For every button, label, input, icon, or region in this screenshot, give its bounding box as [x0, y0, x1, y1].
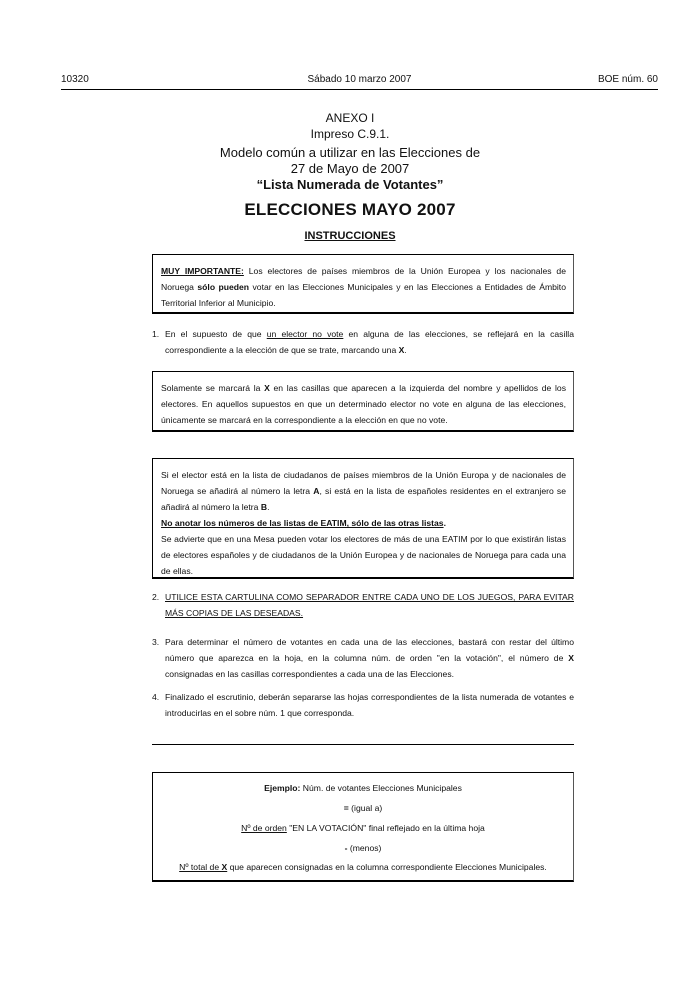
item1-mark: X: [398, 345, 405, 355]
order-text: "EN LA VOTACIÓN" final reflejado en la última hoja: [286, 823, 485, 833]
instruction-item-4: [152, 689, 574, 721]
important-text-2: votar en las Elecciones Municipales y en las Elecciones a Entidades de Ámbito Territorial Inferior al Municipio.: [161, 282, 566, 308]
instruction-item-1: [152, 326, 574, 358]
eatim-note: No anotar los números de las listas de EATIM, sólo de las otras listas: [161, 518, 444, 528]
total-mark: X: [221, 862, 228, 872]
equals-sign: =: [343, 803, 349, 813]
item3-mark: X: [568, 653, 574, 663]
letters-text-2: , si está en la lista de españoles residentes en el extranjero se añadirá al número la letra: [161, 486, 566, 512]
model-line-1: Modelo común a utilizar en las Elecciones de: [219, 145, 481, 160]
item-number: 1.: [152, 329, 160, 339]
important-label: MUY IMPORTANTE:: [161, 266, 244, 276]
item1-text-3: .: [404, 345, 407, 355]
page-number: 10320: [61, 74, 89, 85]
mark-text-1: Solamente se marcará la: [161, 383, 265, 393]
example-line-1: Núm. de votantes Elecciones Municipales: [300, 783, 462, 793]
minus-sign: -: [344, 843, 348, 853]
letter-a: A: [313, 486, 320, 496]
item-number: 4.: [152, 692, 160, 702]
item1-underlined: un elector no vote: [266, 329, 344, 339]
important-bold: sólo pueden: [197, 282, 250, 292]
page-header: [61, 74, 658, 90]
order-label: Nº de orden: [241, 823, 287, 833]
bulletin-number: BOE núm. 60: [597, 74, 658, 85]
list-name: “Lista Numerada de Votantes”: [256, 177, 444, 192]
letters-text-3: .: [267, 502, 270, 512]
equals-text: (igual a): [348, 803, 383, 813]
instruction-item-2: [152, 589, 574, 621]
item1-text-1: En el supuesto de que: [165, 329, 267, 339]
instructions-heading: INSTRUCCIONES: [304, 230, 396, 242]
header-rule: [61, 89, 658, 90]
mark-x: X: [264, 383, 270, 393]
letters-text-4: Se advierte que en una Mesa pueden votar los electores de más de una EATIM por lo que existirán listas de electores españoles y de ciudadanos de la Unión Europea y de nacionales de Noruega para cada una de ellas.: [161, 534, 566, 576]
item3-text-2: consignadas en las casillas correspondientes a cada una de las Elecciones.: [165, 669, 455, 679]
letters-rule-box: [152, 458, 574, 579]
total-label: Nº total de: [179, 862, 222, 872]
item-number: 2.: [152, 592, 160, 602]
mark-text-2: en las casillas que aparecen a la izquierda del nombre y apellidos de los electores. En aquellos supuestos en que un determinado elector no vote en alguna de las elecciones, únicamente se marcará en la correspondiente a la elección en que no vote.: [161, 383, 566, 425]
item1-text-2: en alguna de las elecciones, se reflejará en la casilla correspondiente a la elección de que se trate, marcando una: [165, 329, 574, 355]
letters-text-1: Si el elector está en la lista de ciudadanos de países miembros de la Unión Europa y de nacionales de Noruega se añadirá al número la letra: [161, 470, 566, 496]
form-code: Impreso C.9.1.: [310, 127, 390, 141]
elections-heading: ELECCIONES MAYO 2007: [244, 200, 456, 219]
mark-rule-box: [152, 371, 574, 432]
item-number: 3.: [152, 637, 160, 647]
letter-b: B: [260, 502, 268, 512]
separator-instruction: UTILICE ESTA CARTULINA COMO SEPARADOR ENTRE CADA UNO DE LOS JUEGOS, PARA EVITAR MÁS COPIAS DE LAS DESEADAS.: [165, 592, 574, 618]
model-line-2: 27 de Mayo de 2007: [290, 161, 410, 176]
example-box: [152, 772, 574, 882]
total-text: que aparecen consignadas en la columna correspondiente Elecciones Municipales.: [227, 862, 547, 872]
important-notice-box: [152, 254, 574, 314]
header-date: Sábado 10 marzo 2007: [307, 74, 412, 85]
separator-rule: [152, 744, 574, 745]
example-label: Ejemplo:: [264, 783, 301, 793]
annex-title: ANEXO I: [325, 111, 375, 125]
item3-text-1: Para determinar el número de votantes en cada una de las elecciones, bastará con restar del último número que aparezca en la hoja, en la columna núm. de orden "en la votación", el número de: [165, 637, 574, 663]
item4-text: Finalizado el escrutinio, deberán separarse las hojas correspondientes de la lista numerada de votantes e introducirlas en el sobre núm. 1 que corresponda.: [165, 692, 574, 718]
minus-text: (menos): [347, 843, 382, 853]
instruction-item-3: [152, 634, 574, 682]
important-text-1: Los electores de países miembros de la Unión Europea y los nacionales de Noruega: [161, 266, 566, 292]
eatim-end: .: [443, 518, 446, 528]
